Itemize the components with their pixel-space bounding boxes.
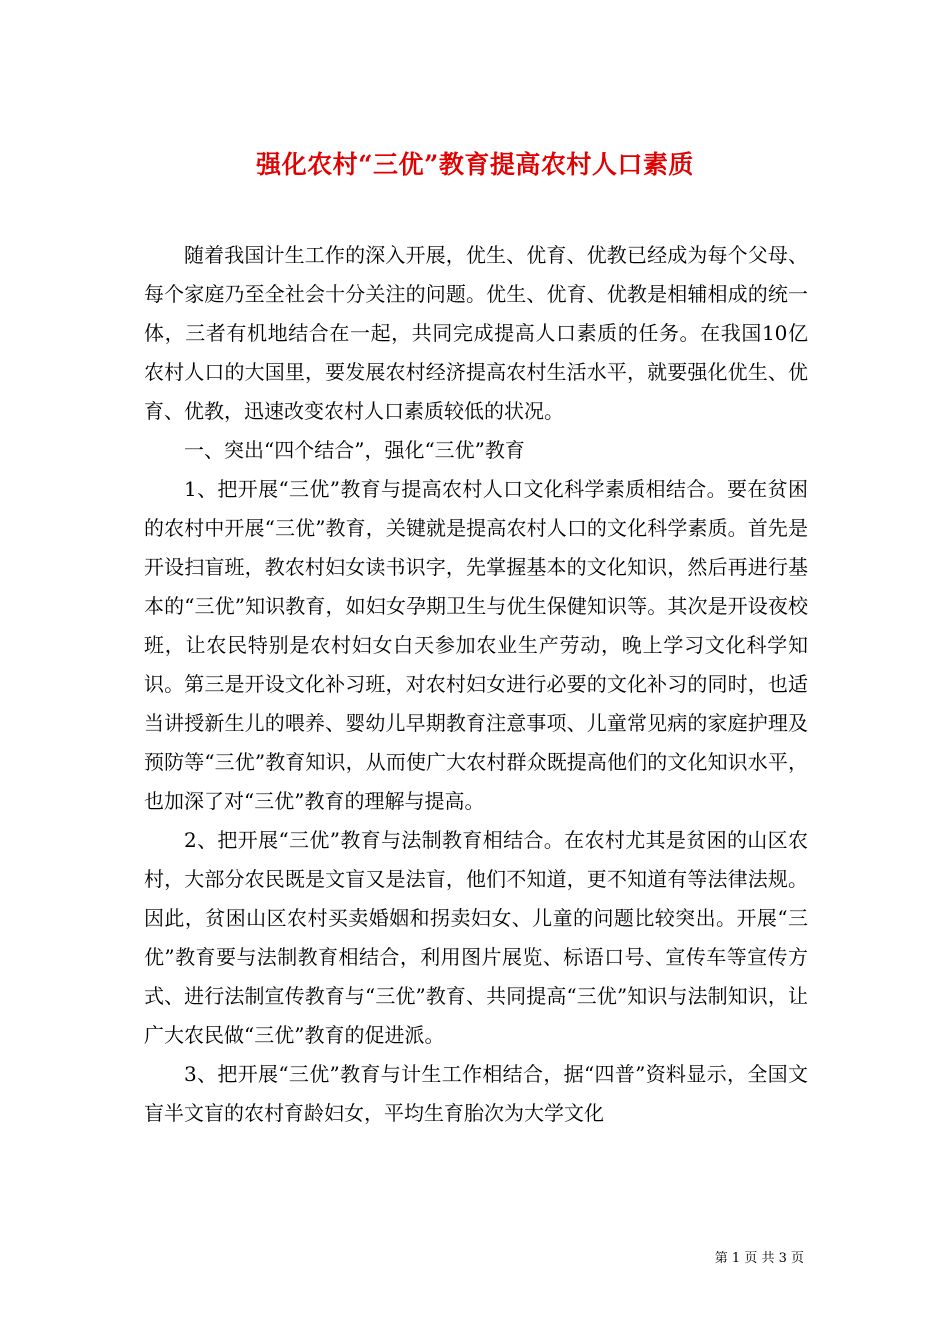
paragraph-point-2: 2、把开展“三优”教育与法制教育相结合。在农村尤其是贫困的山区农村，大部分农民既是文盲又是法盲，他们不知道，更不知道有等法律法规。因此，贫困山区农村买卖婚姻和拐卖妇女、儿童的问题比较突出。开展“三优”教育要与法制教育相结合，利用图片展览、标语口号、宣传车等宣传方式、进行法制宣传教育与“三优”教育、共同提高“三优”知识与法制知识，让广大农民做“三优”教育的促进派。 [144, 828, 808, 1047]
document-title: 强化农村“三优”教育提高农村人口素质 [256, 149, 694, 179]
paragraph-point-1: 1、把开展“三优”教育与提高农村人口文化科学素质相结合。要在贫困的农村中开展“三优”教育，关键就是提高农村人口的文化科学素质。首先是开设扫盲班，教农村妇女读书识字，先掌握基本的文化知识，然后再进行基本的“三优”知识教育，如妇女孕期卫生与优生保健知识等。其次是开设夜校班，让农民特别是农村妇女白天参加农业生产劳动，晚上学习文化科学知识。第三是开设文化补习班，对农村妇女进行必要的文化补习的同时，也适当讲授新生儿的喂养、婴幼儿早期教育注意事项、儿童常见病的家庭护理及预防等“三优”教育知识，从而使广大农村群众既提高他们的文化知识水平，也加深了对“三优”教育的理解与提高。 [144, 477, 808, 813]
paragraph-intro: 随着我国计生工作的深入开展，优生、优育、优教已经成为每个父母、每个家庭乃至全社会十分关注的问题。优生、优育、优教是相辅相成的统一体，三者有机地结合在一起，共同完成提高人口素质的任务。在我国10亿农村人口的大国里，要发展农村经济提高农村生活水平，就要强化优生、优育、优教，迅速改变农村人口素质较低的状况。 [144, 243, 808, 423]
document-body [144, 236, 808, 1133]
page-number: 第 1 页 共 3 页 [714, 1251, 804, 1266]
section-heading: 一、突出“四个结合”，强化“三优”教育 [184, 438, 525, 462]
paragraph-point-3: 3、把开展“三优”教育与计生工作相结合，据“四普”资料显示，全国文盲半文盲的农村育龄妇女，平均生育胎次为大学文化 [144, 1062, 808, 1125]
